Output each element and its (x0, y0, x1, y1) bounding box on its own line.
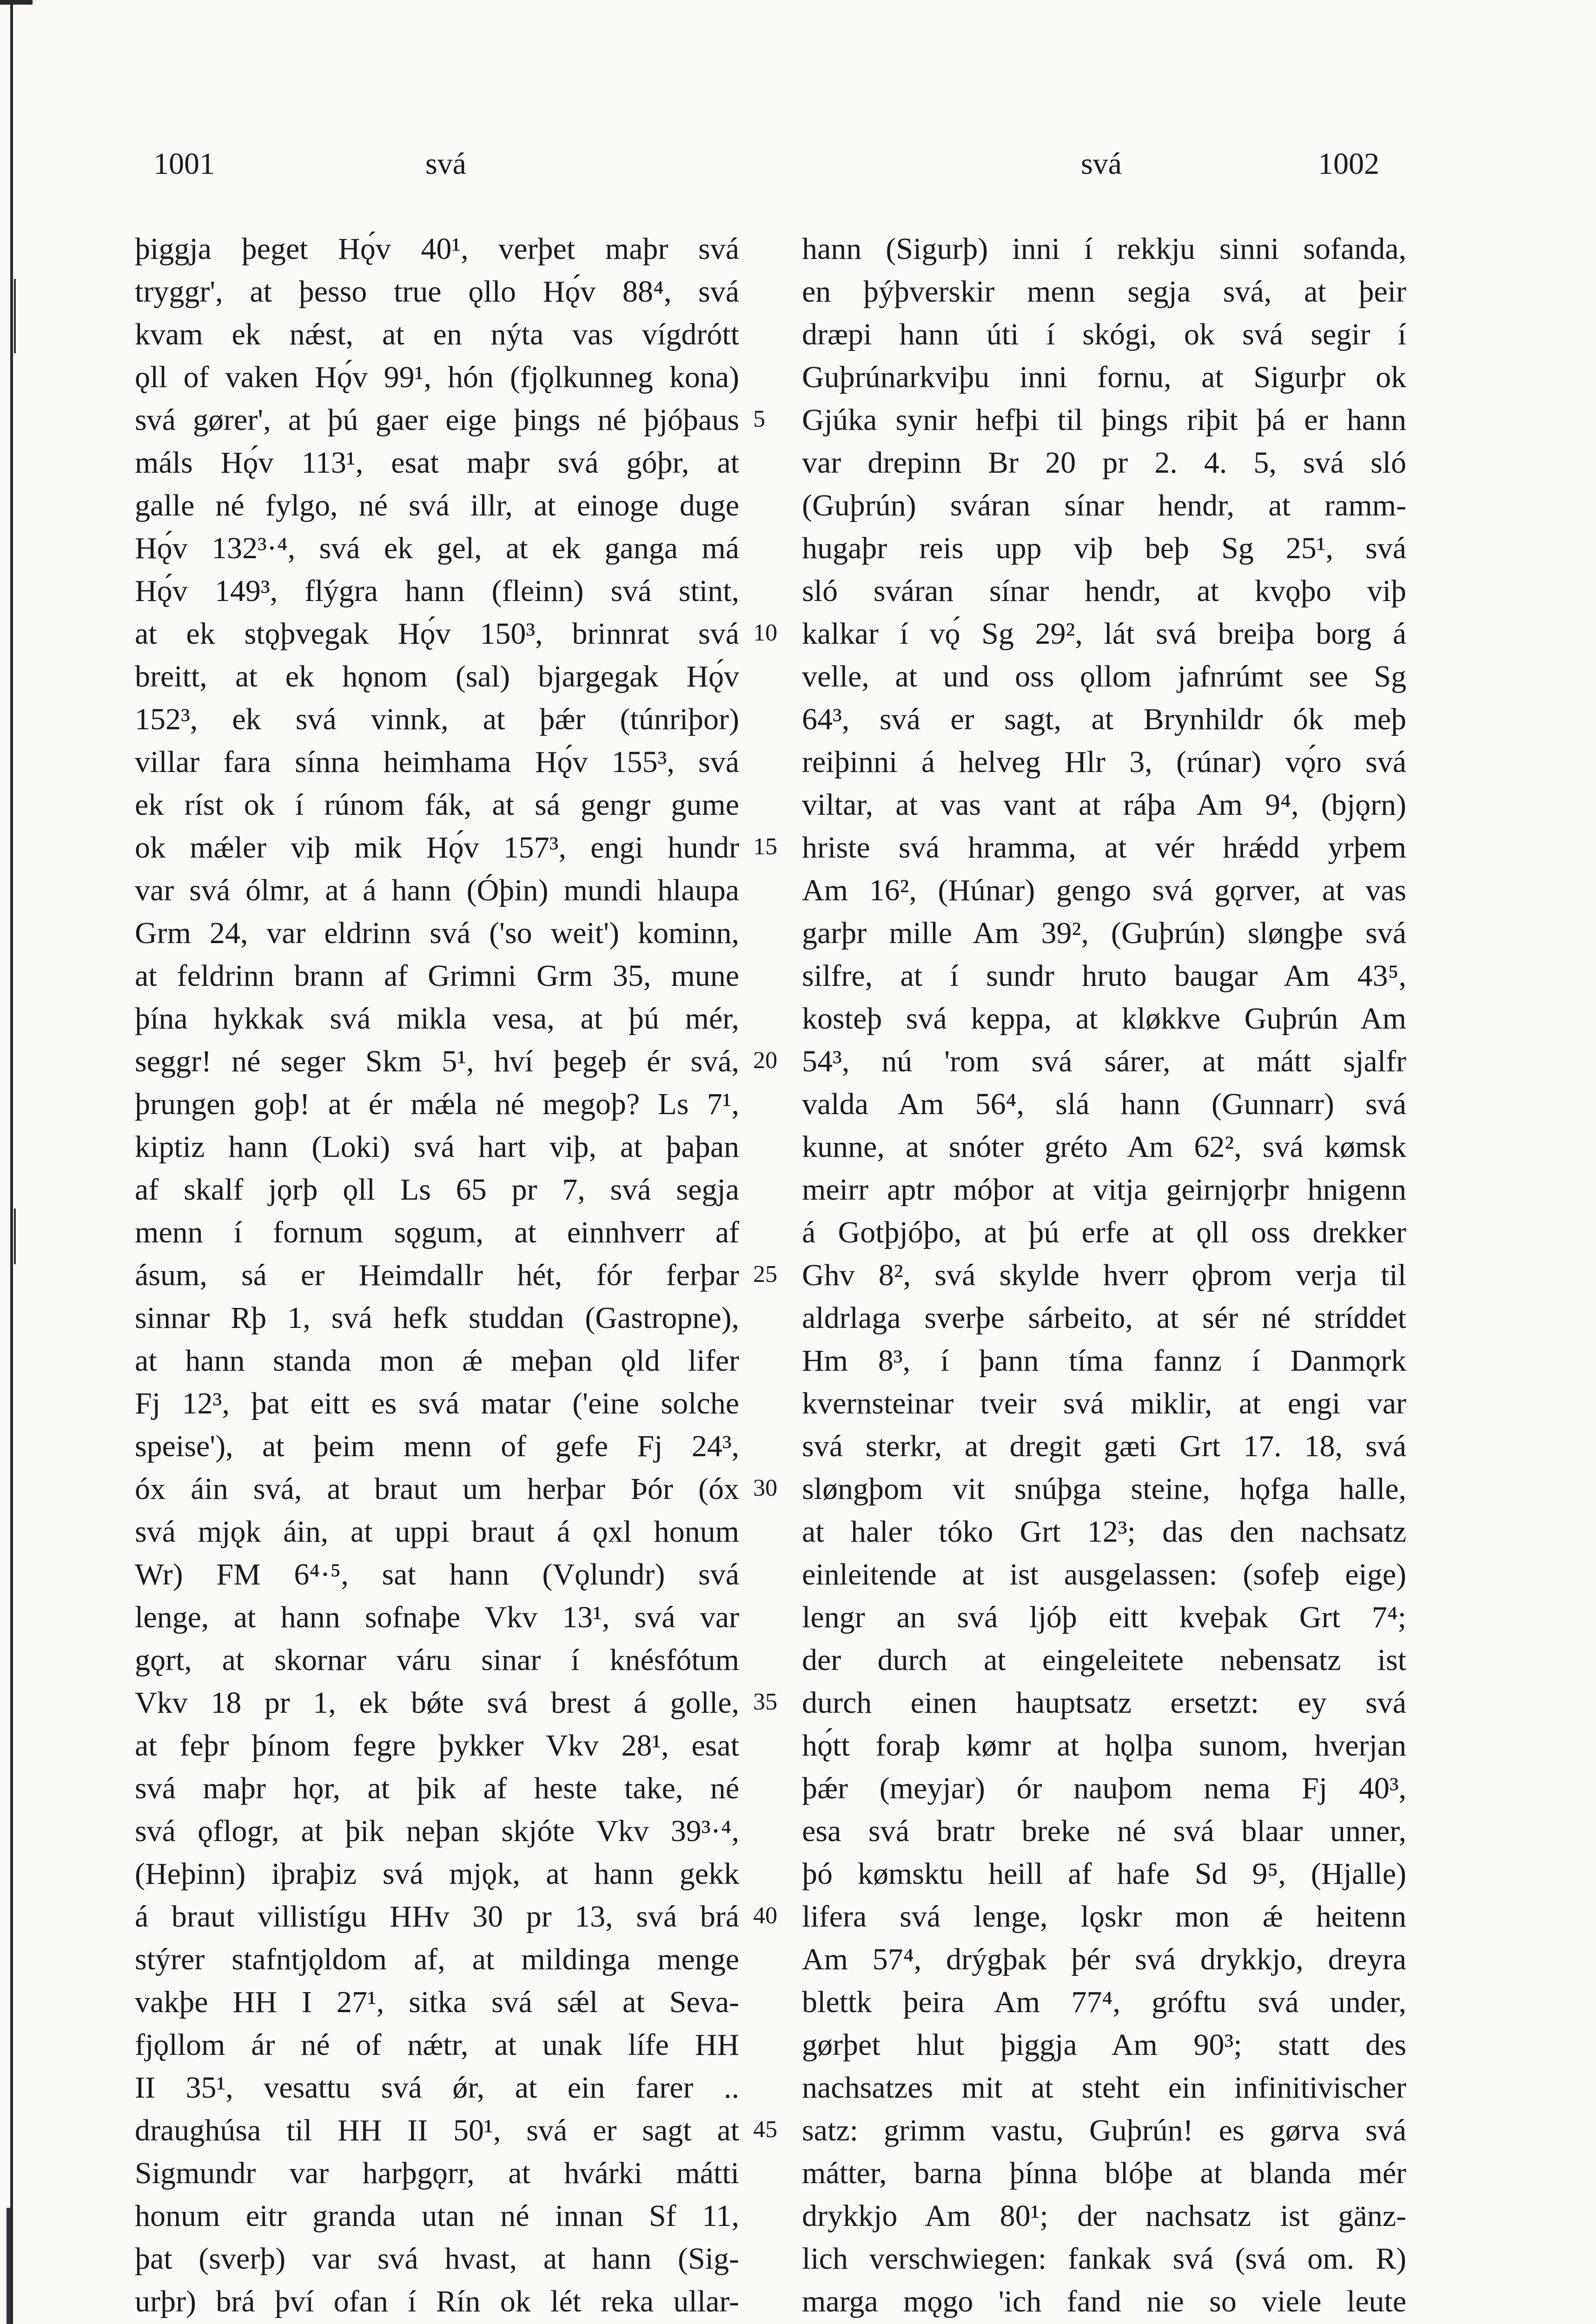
text-line: at haler tóko Grt 12³; das den nachsatz (802, 1515, 1406, 1549)
text-line: þó kømsktu heill af hafe Sd 9⁵, (Hjalle) (802, 1857, 1406, 1891)
text-line: seggr! né seger Skm 5¹, hví þegeþ ér svá, (135, 1044, 739, 1078)
text-line: (Heþinn) iþraþiz svá mjǫk, at hann gekk (135, 1857, 739, 1891)
line-number: 10 (753, 620, 777, 646)
line-number: 5 (753, 406, 765, 432)
right-page-number: 1002 (1318, 147, 1379, 181)
text-line: þína hykkak svá mikla vesa, at þú mér, (135, 1002, 739, 1036)
text-line: hann (Sigurþ) inni í rekkju sinni sofanda, (802, 232, 1406, 266)
text-line: (Guþrún) sváran sínar hendr, at ramm- (802, 489, 1406, 522)
text-line: at feldrinn brann af Grimni Grm 35, mune (135, 959, 739, 993)
text-line: at ek stǫþvegak Hǫ́v 150³, brinnrat svá (135, 617, 739, 651)
left-running-head: svá (425, 147, 466, 181)
line-number: 20 (753, 1047, 777, 1074)
text-line: lich verschwiegen: fankak svá (svá om. R) (802, 2242, 1406, 2276)
text-line: at feþr þínom fegre þykker Vkv 28¹, esat (135, 1729, 739, 1763)
text-line: urþr) brá því ofan í Rín ok lét reka ullar- (135, 2284, 739, 2318)
text-line: á Gotþjóþo, at þú erfe at ǫll oss drekker (802, 1215, 1406, 1249)
text-line: þat (sverþ) var svá hvast, at hann (Sig- (135, 2242, 739, 2276)
text-line: kalkar í vǫ́ Sg 29², lát svá breiþa borg á (802, 617, 1406, 651)
text-line: ok mǽler viþ mik Hǫ́v 157³, engi hundr (135, 831, 739, 865)
text-line: breitt, at ek hǫnom (sal) bjargegak Hǫ́v (135, 660, 739, 693)
text-line: kosteþ svá keppa, at kløkkve Guþrún Am (802, 1002, 1406, 1036)
text-line: silfre, at í sundr hruto baugar Am 43⁵, (802, 959, 1406, 993)
text-line: aldrlaga sverþe sárbeito, at sér né stríddet (802, 1301, 1406, 1335)
text-line: svá maþr hǫr, at þik af heste take, né (135, 1771, 739, 1805)
line-number: 40 (753, 1902, 777, 1929)
text-line: ásum, sá er Heimdallr hét, fór ferþar (135, 1258, 739, 1292)
text-line: galle né fylgo, né svá illr, at einoge duge (135, 489, 739, 522)
text-line: þiggja þeget Hǫ́v 40¹, verþet maþr svá (135, 232, 739, 266)
text-line: svá sterkr, at dregit gæti Grt 17. 18, svá (802, 1429, 1406, 1463)
binding-mark (14, 1208, 16, 1264)
text-line: svá gører', at þú gaer eige þings né þjóþaus (135, 403, 739, 437)
text-line: villar fara sínna heimhama Hǫ́v 155³, svá (135, 745, 739, 779)
text-line: gǫrt, at skornar váru sinar í knésfótum (135, 1643, 739, 1677)
text-line: mátter, barna þínna blóþe at blanda mér (802, 2156, 1406, 2190)
text-line: Gjúka synir hefþi til þings riþit þá er hann (802, 403, 1406, 437)
text-line: ek ríst ok í rúnom fák, at sá gengr gume (135, 788, 739, 822)
text-line: dræpi hann úti í skógi, ok svá segir í (802, 317, 1406, 351)
text-line: draughúsa til HH II 50¹, svá er sagt at (135, 2113, 739, 2147)
text-line: Guþrúnarkviþu inni fornu, at Sigurþr ok (802, 360, 1406, 394)
line-number: 45 (753, 2116, 777, 2143)
text-line: hǫ́tt foraþ kømr at hǫlþa sunom, hverjan (802, 1729, 1406, 1763)
text-line: Sigmundr var harþgǫrr, at hvárki mátti (135, 2156, 739, 2190)
text-line: en þýþverskir menn segja svá, at þeir (802, 275, 1406, 309)
text-line: speise'), at þeim menn of gefe Fj 24³, (135, 1429, 739, 1463)
left-page-number: 1001 (153, 147, 215, 181)
text-line: á braut villistígu HHv 30 pr 13, svá brá (135, 1900, 739, 1934)
text-line: var drepinn Br 20 pr 2. 4. 5, svá sló (802, 446, 1406, 480)
text-line: esa svá bratr breke né svá blaar unner, (802, 1814, 1406, 1848)
line-number: 15 (753, 833, 777, 860)
binding-cap (0, 0, 33, 5)
text-line: durch einen hauptsatz ersetzt: ey svá (802, 1686, 1406, 1720)
text-line: einleitende at ist ausgelassen: (sofeþ eige) (802, 1558, 1406, 1591)
text-line: satz: grimm vastu, Guþrún! es gørva svá (802, 2113, 1406, 2147)
text-line: Vkv 18 pr 1, ek bǿte svá brest á golle, (135, 1686, 739, 1720)
text-line: Ghv 8², svá skylde hverr ǫþrom verja til (802, 1258, 1406, 1292)
text-line: at hann standa mon ǽ meþan ǫld lifer (135, 1344, 739, 1378)
binding-mark (7, 2208, 10, 2324)
text-line: þǽr (meyjar) ór nauþom nema Fj 40³, (802, 1771, 1406, 1805)
text-line: hugaþr reis upp viþ beþ Sg 25¹, svá (802, 531, 1406, 565)
text-line: meirr aptr móþor at vitja geirnjǫrþr hnigenn (802, 1173, 1406, 1207)
text-line: garþr mille Am 39², (Guþrún) sløngþe svá (802, 916, 1406, 950)
text-line: svá mjǫk áin, at uppi braut á ǫxl honum (135, 1515, 739, 1549)
text-line: hriste svá hramma, at vér hrǽdd yrþem (802, 831, 1406, 865)
text-line: Hm 8³, í þann tíma fannz í Danmǫrk (802, 1344, 1406, 1378)
text-line: Am 16², (Húnar) gengo svá gǫrver, at vas (802, 873, 1406, 907)
text-line: Hǫ́v 149³, flýgra hann (fleinn) svá stint, (135, 574, 739, 608)
right-column (802, 228, 1406, 2324)
text-line: lifera svá lenge, lǫskr mon ǽ heitenn (802, 1900, 1406, 1934)
text-line: svá ǫflogr, at þik neþan skjóte Vkv 39³·⁴, (135, 1814, 739, 1848)
text-line: lenge, at hann sofnaþe Vkv 13¹, svá var (135, 1600, 739, 1634)
text-line: ǫll of vaken Hǫ́v 99¹, hón (fjǫlkunneg kona) (135, 360, 739, 394)
text-line: kiptiz hann (Loki) svá hart viþ, at þaþan (135, 1130, 739, 1164)
text-line: kunne, at snóter gréto Am 62², svá kømsk (802, 1130, 1406, 1164)
right-running-head: svá (1081, 147, 1122, 181)
text-line: 152³, ek svá vinnk, at þǽr (túnriþor) (135, 702, 739, 736)
text-line: óx áin svá, at braut um herþar Þór (óx (135, 1472, 739, 1506)
text-line: máls Hǫ́v 113¹, esat maþr svá góþr, at (135, 446, 739, 480)
text-line: lengr an svá ljóþ eitt kveþak Grt 7⁴; (802, 1600, 1406, 1634)
text-line: nachsatzes mit at steht ein infinitivischer (802, 2071, 1406, 2105)
text-line: reiþinni á helveg Hlr 3, (rúnar) vǫ́ro svá (802, 745, 1406, 779)
left-column (135, 228, 739, 2324)
text-line: Fj 12³, þat eitt es svá matar ('eine solche (135, 1386, 739, 1420)
line-number: 30 (753, 1475, 777, 1501)
text-line: II 35¹, vesattu svá ǿr, at ein farer .. (135, 2071, 739, 2105)
text-line: sinnar Rþ 1, svá hefk studdan (Gastropne), (135, 1301, 739, 1335)
text-line: honum eitr granda utan né innan Sf 11, (135, 2199, 739, 2233)
text-line: viltar, at vas vant at ráþa Am 9⁴, (bjǫrn) (802, 788, 1406, 822)
text-line: menn í fornum sǫgum, at einnhverr af (135, 1215, 739, 1249)
text-line: Wr) FM 6⁴·⁵, sat hann (Vǫlundr) svá (135, 1558, 739, 1591)
text-line: drykkjo Am 80¹; der nachsatz ist gänz- (802, 2199, 1406, 2233)
text-line: velle, at und oss ǫllom jafnrúmt see Sg (802, 660, 1406, 693)
text-line: valda Am 56⁴, slá hann (Gunnarr) svá (802, 1087, 1406, 1121)
binding-mark (14, 279, 16, 353)
text-line: Hǫ́v 132³·⁴, svá ek gel, at ek ganga má (135, 531, 739, 565)
binding-line (10, 0, 13, 2324)
text-line: tryggr', at þesso true ǫllo Hǫ́v 88⁴, svá (135, 275, 739, 309)
text-line: marga mǫgo 'ich fand nie so viele leute (802, 2284, 1406, 2318)
text-line: Grm 24, var eldrinn svá ('so weit') kominn, (135, 916, 739, 950)
text-line: stýrer stafntjǫldom af, at mildinga menge (135, 1942, 739, 1976)
text-line: 54³, nú 'rom svá sárer, at mátt sjalfr (802, 1044, 1406, 1078)
line-number: 35 (753, 1689, 777, 1715)
text-line: kvernsteinar tveir svá miklir, at engi var (802, 1386, 1406, 1420)
text-line: Am 57⁴, drýgþak þér svá drykkjo, dreyra (802, 1942, 1406, 1976)
text-line: blettk þeira Am 77⁴, gróftu svá under, (802, 1985, 1406, 2019)
text-line: þrungen goþ! at ér mǽla né megoþ? Ls 7¹, (135, 1087, 739, 1121)
text-line: kvam ek nǽst, at en nýta vas vígdrótt (135, 317, 739, 351)
text-line: der durch at eingeleitete nebensatz ist (802, 1643, 1406, 1677)
text-line: sló sváran sínar hendr, at kvǫþo viþ (802, 574, 1406, 608)
text-line: fjǫllom ár né of nǽtr, at unak lífe HH (135, 2028, 739, 2062)
text-line: gørþet hlut þiggja Am 90³; statt des (802, 2028, 1406, 2062)
text-line: af skalf jǫrþ ǫll Ls 65 pr 7, svá segja (135, 1173, 739, 1207)
text-line: vakþe HH I 27¹, sitka svá sǽl at Seva- (135, 1985, 739, 2019)
text-line: sløngþom vit snúþga steine, hǫfga halle, (802, 1472, 1406, 1506)
text-line: var svá ólmr, at á hann (Óþin) mundi hlaupa (135, 873, 739, 907)
text-line: 64³, svá er sagt, at Brynhildr ók meþ (802, 702, 1406, 736)
line-number: 25 (753, 1261, 777, 1287)
